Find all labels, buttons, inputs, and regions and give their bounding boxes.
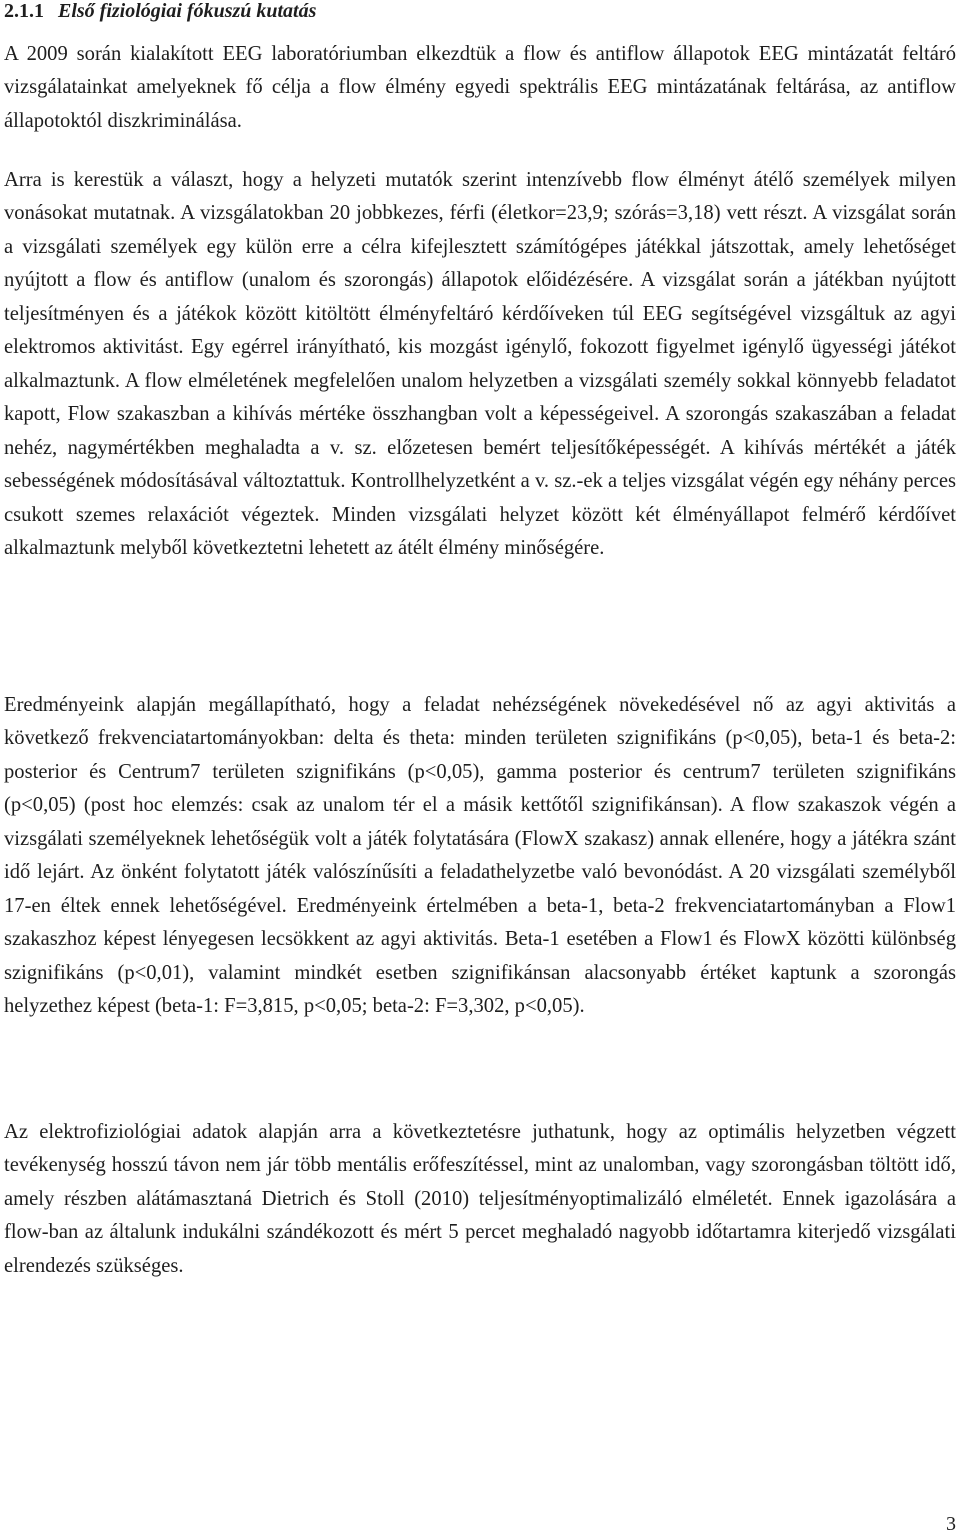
paragraph-intro: A 2009 során kialakított EEG laboratóriumban elkezdtük a flow és antiflow állapotok EEG mintázatát feltáró vizsgálatainkat amelyeknek fő célja a flow élmény egyedi spektrális EEG mintázatának feltárása, az antiflow állapotoktól diszkriminálása.: [4, 43, 956, 132]
section-heading: [4, 0, 316, 26]
page-number: 3: [946, 1513, 956, 1535]
section-title: Első fiziológiai fókuszú kutatás: [58, 0, 317, 22]
section-number: 2.1.1: [4, 0, 44, 22]
paragraph-results: Eredményeink alapján megállapítható, hogy a feladat nehézségének növekedésével nő az agyi aktivitás a következő frekvenciatartományokban: delta és theta: minden területen szignifikáns (p<0,05), beta-1 és beta-2: posterior és Centrum7 területen szignifikáns (p<0,05), gamma posterior és centrum7 területen szignifikáns (p<0,05) (post hoc elemzés: csak az unalom tér el a másik kettőtől szignifikánsan). A flow szakaszok végén a vizsgálati személyeknek lehetőségük volt a játék folytatására (FlowX szakasz) annak ellenére, hogy a játékra szánt idő lejárt. Az önként folytatott játék valószínűsíti a feladathelyzetbe való bevonódást. A 20 vizsgálati személyből 17-en éltek ennek lehetőségével. Eredményeink értelmében a beta-1, beta-2 frekvenciatartományban a Flow1 szakaszhoz képest lényegesen lecsökkent az agyi aktivitás. Beta-1 esetében a Flow1 és FlowX közötti különbség szignifikáns (p<0,01), valamint mindkét esetben szignifikánsan alacsonyabb értéket kaptunk a szorongás helyzethez képest (beta-1: F=3,815, p<0,05; beta-2: F=3,302, p<0,05).: [4, 694, 956, 1018]
paragraph-method: Arra is kerestük a választ, hogy a helyzeti mutatók szerint intenzívebb flow élményt átélő személyek milyen vonásokat mutatnak. A vizsgálatokban 20 jobbkezes, férfi (életkor=23,9; szórás=3,18) vett részt. A vizsgálat során a vizsgálati személyek egy külön erre a célra kifejlesztett számítógépes játékkal játszottak, amely lehetőséget nyújtott a flow és antiflow (unalom és szorongás) állapotok előidézésére. A vizsgálat során a játékban nyújtott teljesítményen és a játékok között kitöltött élményfeltáró kérdőíveken túl EEG segítségével vizsgáltuk az agyi elektromos aktivitást. Egy egérrel irányítható, kis mozgást igénylő, fokozott figyelmet igénylő ügyességi játékot alkalmaztunk. A flow elméletének megfelelően unalom helyzetben a vizsgálati személy sokkal könnyebb feladatot kapott, Flow szakaszban a kihívás mértéke összhangban volt a képességeivel. A szorongás szakaszában a feladat nehéz, nagymértékben meghaladta a v. sz. előzetesen bemért teljesítőképességét. A kihívás mértékét a játék sebességének módosításával változtattuk. Kontrollhelyzetként a v. sz.-ek a teljes vizsgálat végén egy néhány perces csukott szemes relaxációt végeztek. Minden vizsgálati helyzet között két élményállapot felmérő kérdőívet alkalmaztunk melyből következtetni lehetett az átélt élmény minőségére.: [4, 169, 956, 559]
paragraph-conclusion: Az elektrofiziológiai adatok alapján arra a következtetésre juthatunk, hogy az optimális helyzetben végzett tevékenység hosszú távon nem jár több mentális erőfeszítéssel, mint az unalomban, vagy szorongásban töltött idő, amely részben alátámasztaná Dietrich és Stoll (2010) teljesítményoptimalizáló elméletét. Ennek igazolására a flow-ban az általunk indukálni szándékozott és mért 5 percet meghaladó nagyobb időtartamra kiterjedő vizsgálati elrendezés szükséges.: [4, 1121, 956, 1277]
